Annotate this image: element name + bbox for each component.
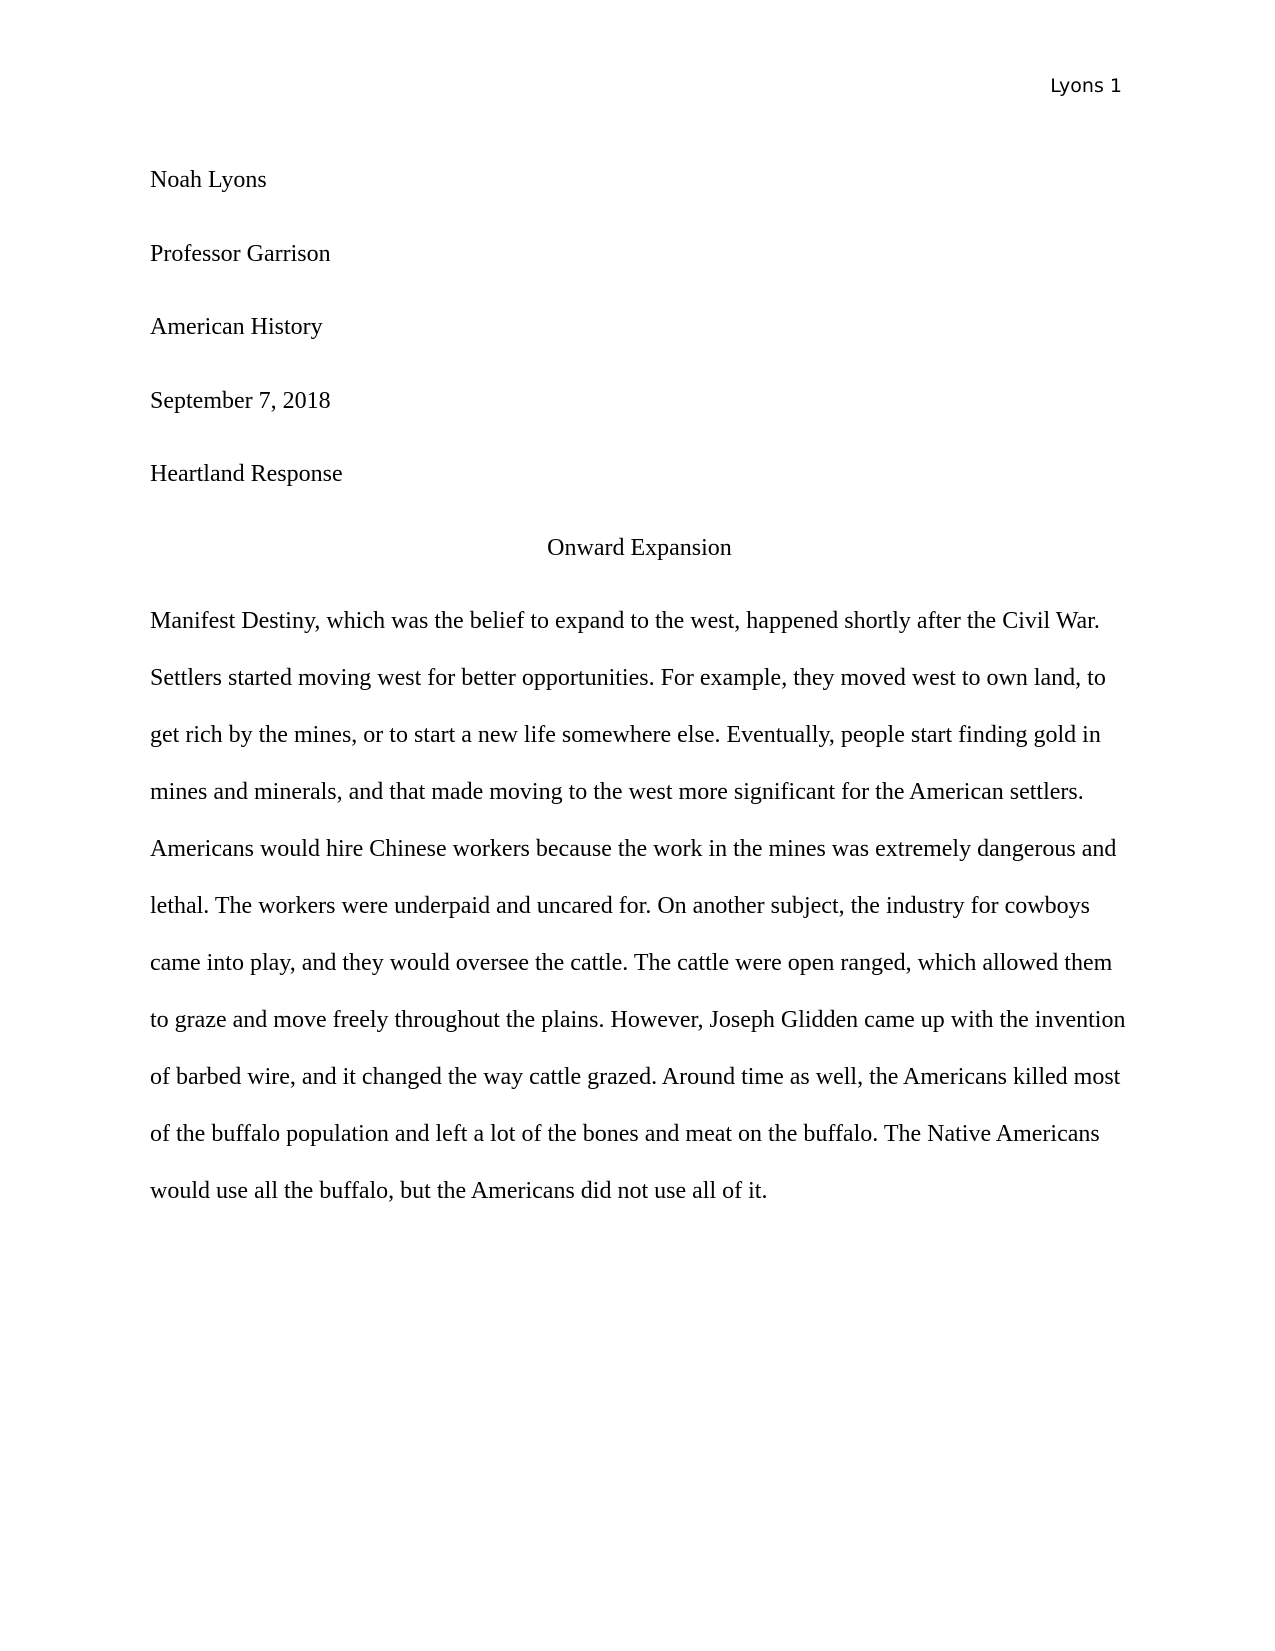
- essay-title: Onward Expansion: [547, 534, 732, 561]
- document-body: [150, 144, 1129, 1220]
- assignment-name: Heartland Response: [150, 461, 343, 487]
- essay-paragraph: Manifest Destiny, which was the belief to expand to the west, happened shortly after the Civil War. Settlers started moving west for better opportunities. For example, they moved west to own land, to get rich by the mines, or to start a new life somewhere else. Eventually, people start finding gold in mines and minerals, and that made moving to the west more significant for the American settlers. Americans would hire Chinese workers because the work in the mines was extremely dangerous and lethal. The workers were underpaid and uncared for. On another subject, the industry for cowboys came into play, and they would oversee the cattle. The cattle were open ranged, which allowed them to graze and move freely throughout the plains. However, Joseph Glidden came up with the invention of barbed wire, and it changed the way cattle grazed. Around time as well, the Americans killed most of the buffalo population and left a lot of the bones and meat on the buffalo. The Native Americans would use all the buffalo, but the Americans did not use all of it.: [150, 608, 1126, 1204]
- running-head: Lyons 1: [1050, 75, 1122, 97]
- instructor-name: Professor Garrison: [150, 240, 331, 267]
- submission-date: September 7, 2018: [150, 387, 331, 414]
- course-name: American History: [150, 314, 323, 340]
- heading-block: [150, 144, 1129, 512]
- student-name: Noah Lyons: [150, 167, 267, 193]
